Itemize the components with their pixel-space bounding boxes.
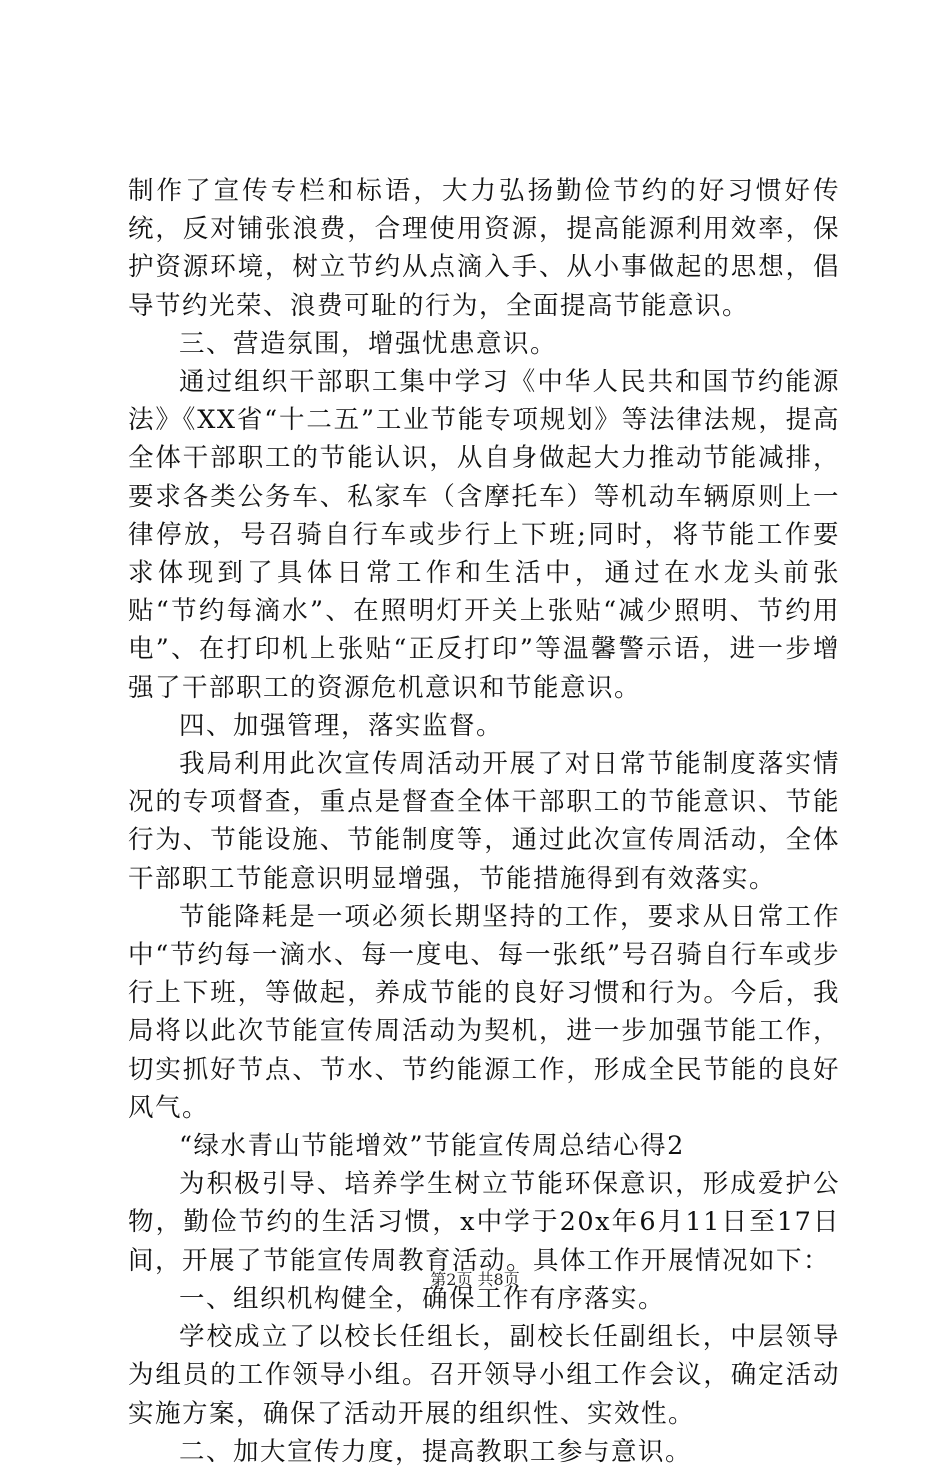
page-number-footer: 第2页 共8页 xyxy=(430,1270,520,1289)
body-paragraph: 节能降耗是一项必须长期坚持的工作，要求从日常工作中“节约每一滴水、每一度电、每一张纸”号召骑自行车或步行上下班，等做起，养成节能的良好习惯和行为。今后，我局将以此次节能宣传周活动为契机，进一步加强节能工作，切实抓好节点、节水、节约能源工作，形成全民节能的良好风气。 xyxy=(128,901,840,1123)
article-title: “绿水青山节能增效”节能宣传周总结心得2 xyxy=(179,1131,685,1162)
section-heading: 二、加大宣传力度，提高教职工参与意识。 xyxy=(179,1436,693,1467)
section-heading: 四、加强管理，落实监督。 xyxy=(179,710,504,741)
body-paragraph: 我局利用此次宣传周活动开展了对日常节能制度落实情况的专项督查，重点是督查全体干部职工的节能意识、节能行为、节能设施、节能制度等，通过此次宣传周活动，全体干部职工节能意识明显增强，节能措施得到有效落实。 xyxy=(128,749,840,894)
section-heading: 三、营造氛围，增强忧患意识。 xyxy=(179,328,558,359)
body-paragraph: 制作了宣传专栏和标语，大力弘扬勤俭节约的好习惯好传统，反对铺张浪费，合理使用资源，提高能源利用效率，保护资源环境，树立节约从点滴入手、从小事做起的思想，倡导节约光荣、浪费可耻的行为，全面提高节能意识。 xyxy=(128,176,840,321)
body-paragraph: 通过组织干部职工集中学习《中华人民共和国节约能源法》《XX省“十二五”工业节能专项规划》等法律法规，提高全体干部职工的节能认识，从自身做起大力推动节能减排，要求各类公务车、私家车（含摩托车）等机动车辆原则上一律停放，号召骑自行车或步行上下班;同时，将节能工作要求体现到了具体日常工作和生活中，通过在水龙头前张贴“节约每滴水”、在照明灯开关上张贴“减少照明、节约用电”、在打印机上张贴“正反打印”等温馨警示语，进一步增强了干部职工的资源危机意识和节能意识。 xyxy=(128,367,840,703)
body-paragraph: 为积极引导、培养学生树立节能环保意识，形成爱护公物，勤俭节约的生活习惯，x中学于20x年6月11日至17日间，开展了节能宣传周教育活动。具体工作开展情况如下： xyxy=(128,1169,840,1276)
section-heading: 一、组织机构健全，确保工作有序落实。 xyxy=(179,1283,666,1314)
body-paragraph: 学校成立了以校长任组长，副校长任副组长，中层领导为组员的工作领导小组。召开领导小组工作会议，确定活动实施方案，确保了活动开展的组织性、实效性。 xyxy=(128,1322,840,1429)
